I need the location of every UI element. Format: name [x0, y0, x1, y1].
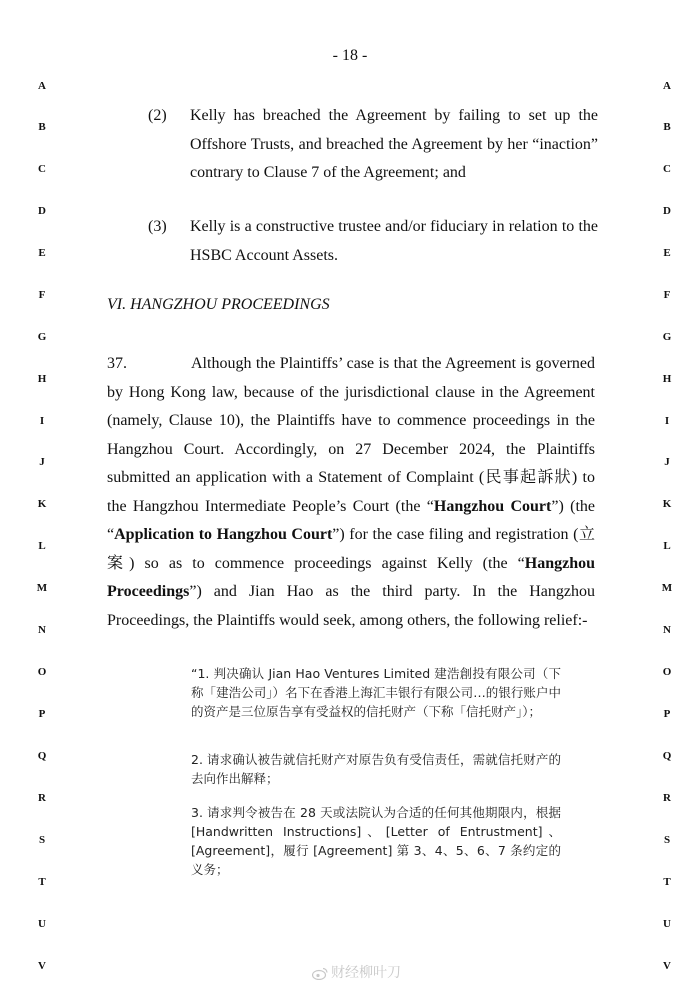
item-text: Kelly has breached the Agreement by failing to set up the Offshore Trusts, and breached the Agreement by her “inaction” contrary to Clause 7 of the Agreement; and: [190, 107, 598, 181]
margin-letter-p: P: [663, 708, 671, 720]
margin-letter-e: E: [663, 247, 671, 259]
quoted-relief-1: “1. 判决确认 Jian Hao Ventures Limited 建浩創投有限公司（下称「建浩公司」）名下在香港上海汇丰银行有限公司…的银行账户中的资产是三位原告享有受益权的信托财产（下称「信托财产」）；: [191, 666, 561, 719]
margin-letter-l: L: [38, 540, 46, 552]
item-number: (3): [148, 218, 167, 235]
defined-term: Hangzhou Court: [433, 497, 552, 515]
left-margin-letters: [32, 0, 52, 990]
watermark: [312, 962, 401, 982]
section-heading: VI. HANGZHOU PROCEEDINGS: [107, 296, 330, 313]
paragraph-37: [107, 350, 595, 635]
margin-letter-f: F: [663, 289, 671, 301]
margin-letter-m: M: [36, 582, 48, 594]
paragraph-run: ”) and Jian Hao as the third party. In the Hangzhou Proceedings, the Plaintiffs would seek, among others, the following relief:-: [107, 583, 595, 629]
margin-letter-d: D: [663, 205, 671, 217]
margin-letter-l: L: [663, 540, 671, 552]
paragraph-run: ”) (the “: [107, 497, 596, 543]
paragraph-run: ”) for the case filing and registration (立案) so as to commence proceedings against Kelly (the “: [107, 526, 595, 572]
margin-letter-a: A: [38, 80, 46, 92]
margin-letter-o: O: [662, 666, 672, 678]
margin-letter-n: N: [38, 624, 46, 636]
margin-letter-s: S: [38, 834, 46, 846]
margin-letter-g: G: [662, 331, 672, 343]
margin-letter-g: G: [37, 331, 47, 343]
margin-letter-t: T: [663, 876, 671, 888]
margin-letter-p: P: [38, 708, 46, 720]
margin-letter-h: H: [37, 373, 47, 385]
margin-letter-v: V: [663, 960, 671, 972]
margin-letter-f: F: [38, 289, 46, 301]
margin-letter-n: N: [663, 624, 671, 636]
margin-letter-i: I: [664, 415, 670, 427]
quoted-relief-2: 2. 请求确认被告就信托财产对原告负有受信责任，需就信托财产的去向作出解释；: [191, 752, 561, 786]
paragraph-text: [107, 355, 595, 629]
margin-letter-r: R: [38, 792, 46, 804]
margin-letter-u: U: [663, 918, 671, 930]
margin-letter-h: H: [662, 373, 672, 385]
quoted-relief-3: 3. 请求判令被告在 28 天或法院认为合适的任何其他期限内，根据 [Handwritten Instructions]、[Letter of Entrustment]、[Agreement]，履行 [Agreement] 第 3、4、5、6、7 条约定的义务；: [191, 805, 561, 877]
defined-term: Hangzhou Proceedings: [107, 554, 595, 600]
margin-letter-i: I: [39, 415, 45, 427]
margin-letter-j: J: [39, 456, 45, 468]
margin-letter-k: K: [662, 498, 672, 510]
margin-letter-o: O: [37, 666, 47, 678]
margin-letter-c: C: [38, 163, 46, 175]
margin-letter-j: J: [664, 456, 670, 468]
margin-letter-q: Q: [37, 750, 47, 762]
margin-letter-d: D: [38, 205, 46, 217]
page-number: - 18 -: [332, 47, 368, 64]
list-item: [148, 213, 598, 270]
margin-letter-a: A: [663, 80, 671, 92]
margin-letter-r: R: [663, 792, 671, 804]
margin-letter-q: Q: [662, 750, 672, 762]
margin-letter-m: M: [661, 582, 673, 594]
item-number: (2): [148, 107, 167, 124]
defined-term: Application to Hangzhou Court: [114, 526, 333, 543]
item-text: Kelly is a constructive trustee and/or fiduciary in relation to the HSBC Account Assets.: [190, 218, 598, 264]
list-item: [148, 102, 598, 188]
margin-letter-s: S: [663, 834, 671, 846]
margin-letter-b: B: [663, 121, 671, 133]
watermark-text: 财经柳叶刀: [331, 965, 401, 981]
margin-letter-b: B: [38, 121, 46, 133]
paragraph-number: 37.: [107, 355, 127, 372]
margin-letter-t: T: [38, 876, 46, 888]
margin-letter-k: K: [37, 498, 47, 510]
margin-letter-c: C: [663, 163, 671, 175]
paragraph-run: Although the Plaintiffs’ case is that the Agreement is governed by Hong Kong law, because of the jurisdictional clause in the Agreement (namely, Clause 10), the Plaintiffs have to commence proceedings in the Hangzhou Court. Accordingly, on 27 December 2024, the Plaintiffs submitted an application with a Statement of Complaint (民事起訴狀) to the Hangzhou Intermediate People’s Court (the “: [107, 355, 595, 515]
margin-letter-v: V: [38, 960, 46, 972]
margin-letter-e: E: [38, 247, 46, 259]
weibo-icon: [312, 967, 328, 980]
right-margin-letters: [657, 0, 677, 990]
margin-letter-u: U: [38, 918, 46, 930]
